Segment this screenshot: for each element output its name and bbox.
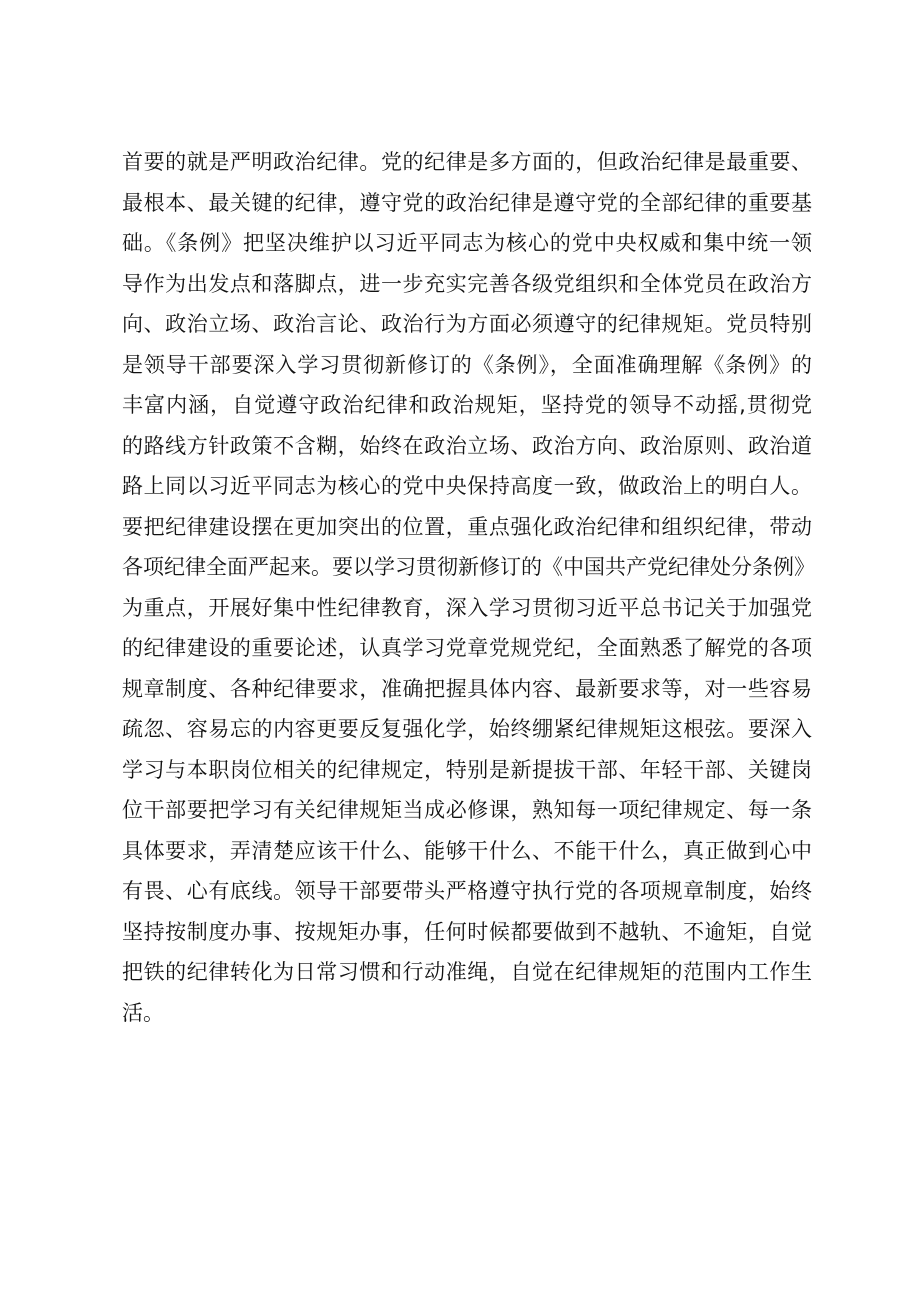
- text-line: 为重点，开展好集中性纪律教育，深入学习贯彻习近平总书记关于加强党: [122, 595, 812, 620]
- text-line: 位干部要把学习有关纪律规矩当成必修课，熟知每一项纪律规定、每一条: [122, 798, 812, 822]
- text-line: 是领导干部要深入学习贯彻新修订的《条例》，全面准确理解《条例》的: [122, 352, 812, 377]
- text-line: 的纪律建设的重要论述，认真学习党章党规党纪，全面熟悉了解党的各项: [122, 636, 812, 660]
- text-line: 疏忽、容易忘的内容更要反复强化学，始终绷紧纪律规矩这根弦。要深入: [122, 717, 812, 741]
- body-paragraph: [122, 142, 815, 1033]
- text-line: 规章制度、各种纪律要求，准确把握具体内容、最新要求等，对一些容易: [122, 676, 812, 701]
- text-line: 路上同以习近平同志为核心的党中央保持高度一致，做政治上的明白人。: [122, 474, 812, 498]
- text-line: 最根本、最关键的纪律，遵守党的政治纪律是遵守党的全部纪律的重要基: [122, 190, 812, 215]
- text-line: 坚持按制度办事、按规矩办事，任何时候都要做到不越轨、不逾矩，自觉: [122, 919, 812, 944]
- text-line: 础。《条例》把坚决维护以习近平同志为核心的党中央权威和集中统一领: [122, 231, 812, 255]
- text-line: 具体要求，弄清楚应该干什么、能够干什么、不能干什么，真正做到心中: [122, 838, 812, 863]
- text-line: 首要的就是严明政治纪律。党的纪律是多方面的，但政治纪律是最重要、: [122, 150, 812, 174]
- text-line: 各项纪律全面严起来。要以学习贯彻新修订的《中国共产党纪律处分条例》: [122, 555, 815, 579]
- text-line: 向、政治立场、政治言论、政治行为方面必须遵守的纪律规矩。党员特别: [122, 312, 812, 336]
- text-line: 把铁的纪律转化为日常习惯和行动准绳，自觉在纪律规矩的范围内工作生: [122, 960, 812, 984]
- text-line: 要把纪律建设摆在更加突出的位置，重点强化政治纪律和组织纪律，带动: [122, 514, 812, 539]
- text-line: 导作为出发点和落脚点，进一步充实完善各级党组织和全体党员在政治方: [122, 271, 812, 296]
- text-line: 有畏、心有底线。领导干部要带头严格遵守执行党的各项规章制度，始终: [122, 879, 812, 903]
- text-line: 学习与本职岗位相关的纪律规定，特别是新提拔干部、年轻干部、关键岗: [122, 757, 812, 782]
- text-line: 丰富内涵，自觉遵守政治纪律和政治规矩，坚持党的领导不动摇,贯彻党: [122, 393, 812, 417]
- text-line: 的路线方针政策不含糊，始终在政治立场、政治方向、政治原则、政治道: [122, 433, 812, 458]
- text-line-last: 活。: [122, 1000, 164, 1025]
